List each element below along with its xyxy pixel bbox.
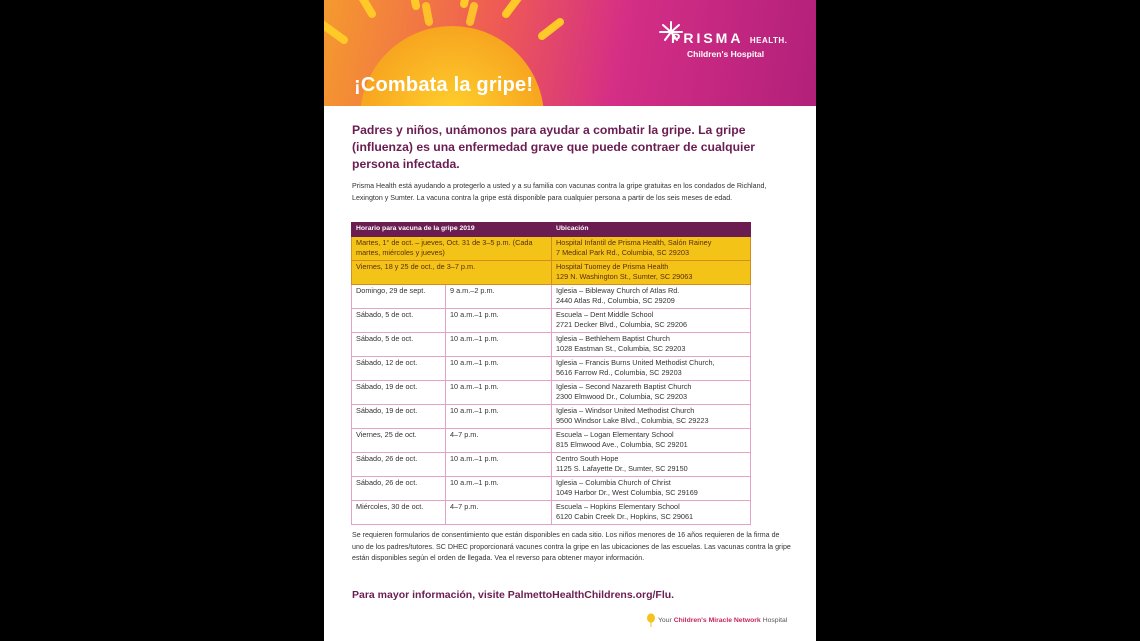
row-date: Sábado, 5 de oct. (352, 332, 446, 356)
location-address: 1125 S. Lafayette Dr., Sumter, SC 29150 (556, 464, 688, 473)
header-banner (324, 0, 816, 106)
location-address: 2300 Elmwood Dr., Columbia, SC 29203 (556, 392, 688, 401)
row-location (552, 452, 751, 476)
location-address: 1049 Harbor Dr., West Columbia, SC 29169 (556, 488, 698, 497)
table-row (352, 380, 751, 404)
location-place: Escuela – Dent Middle School (556, 309, 654, 319)
highlight-schedule: Viernes, 18 y 25 de oct., de 3–7 p.m. (352, 260, 552, 284)
cmn-name: Children's Miracle Network (673, 616, 761, 624)
intro-paragraph: Prisma Health está ayudando a protegerlo a usted y a su familia con vacunas contra la gripe gratuitas en los condados de Richland, Lexington y Sumter. La vacuna contra la gripe está disponible para cualquier persona a partir de los seis meses de edad. (352, 182, 767, 202)
table-row (352, 404, 751, 428)
row-date: Miércoles, 30 de oct. (352, 500, 446, 524)
more-info-link-text: Para mayor información, visite PalmettoHealthChildrens.org/Flu. (352, 589, 675, 601)
highlight-row (352, 260, 751, 284)
highlight-location (552, 260, 751, 284)
location-address: 2721 Decker Blvd., Columbia, SC 29206 (556, 320, 688, 329)
row-location (552, 500, 751, 524)
table-row (352, 428, 751, 452)
row-time: 9 a.m.–2 p.m. (446, 284, 552, 308)
highlight-schedule: Martes, 1° de oct. – jueves, Oct. 31 de 3–5 p.m. (Cada martes, miércoles y jueves) (352, 236, 552, 260)
banner-title: ¡Combata la gripe! (354, 74, 534, 96)
location-address: 1028 Eastman St., Columbia, SC 29203 (556, 344, 686, 353)
row-location (552, 476, 751, 500)
row-date: Sábado, 19 de oct. (352, 404, 446, 428)
location-address: 9500 Windsor Lake Blvd., Columbia, SC 29223 (556, 416, 709, 425)
row-location (552, 284, 751, 308)
location-place: Centro South Hope (556, 453, 619, 463)
cmn-suffix: Hospital (762, 616, 788, 624)
row-time: 10 a.m.–1 p.m. (446, 332, 552, 356)
location-address: 815 Elmwood Ave., Columbia, SC 29201 (556, 440, 688, 449)
highlight-row (352, 236, 751, 260)
highlight-location (552, 236, 751, 260)
row-date: Sábado, 26 de oct. (352, 452, 446, 476)
vaccine-schedule-table (351, 222, 751, 525)
row-location (552, 332, 751, 356)
location-place: Hospital Tuomey de Prisma Health (556, 261, 669, 271)
row-location (552, 308, 751, 332)
row-time: 4–7 p.m. (446, 428, 552, 452)
table-row (352, 284, 751, 308)
location-address: 7 Medical Park Rd., Columbia, SC 29203 (556, 248, 690, 257)
header-location: Ubicación (552, 223, 751, 237)
table-row (352, 476, 751, 500)
row-date: Sábado, 12 de oct. (352, 356, 446, 380)
logo-brand-suffix: HEALTH. (749, 36, 788, 45)
row-date: Sábado, 5 de oct. (352, 308, 446, 332)
flyer-page (324, 0, 816, 641)
table-row (352, 356, 751, 380)
location-place: Iglesia – Bethlehem Baptist Church (556, 333, 670, 343)
row-time: 10 a.m.–1 p.m. (446, 380, 552, 404)
row-time: 10 a.m.–1 p.m. (446, 404, 552, 428)
location-place: Escuela – Logan Elementary School (556, 429, 674, 439)
location-place: Hospital Infantil de Prisma Health, Salón Rainey (556, 237, 712, 247)
row-location (552, 356, 751, 380)
prisma-health-logo (657, 18, 807, 62)
row-time: 10 a.m.–1 p.m. (446, 356, 552, 380)
cmn-hospital-mark (646, 613, 787, 627)
row-date: Viernes, 25 de oct. (352, 428, 446, 452)
location-place: Escuela – Hopkins Elementary School (556, 501, 680, 511)
location-address: 2440 Atlas Rd., Columbia, SC 29209 (556, 296, 675, 305)
location-place: Iglesia – Francis Burns United Methodist Church, (556, 357, 715, 367)
logo-subtitle: Children's Hospital (687, 49, 765, 59)
table-row (352, 500, 751, 524)
row-time: 10 a.m.–1 p.m. (446, 308, 552, 332)
intro-headline: Padres y niños, unámonos para ayudar a combatir la gripe. La gripe (influenza) es una enfermedad grave que puede contraer de cualquier persona infectada. (352, 123, 755, 171)
location-place: Iglesia – Windsor United Methodist Church (556, 405, 695, 415)
location-place: Iglesia – Bibleway Church of Atlas Rd. (556, 285, 680, 295)
row-location (552, 380, 751, 404)
header-schedule: Horario para vacuna de la gripe 2019 (352, 223, 552, 237)
logo-brand-name: PRISMA (671, 30, 743, 46)
row-date: Sábado, 26 de oct. (352, 476, 446, 500)
table-header-row (352, 223, 751, 237)
row-location (552, 428, 751, 452)
row-time: 10 a.m.–1 p.m. (446, 476, 552, 500)
table-row (352, 332, 751, 356)
table-row (352, 308, 751, 332)
logo-brand-text (671, 30, 787, 46)
balloon-icon (646, 613, 656, 627)
row-location (552, 404, 751, 428)
location-place: Iglesia – Second Nazareth Baptist Church (556, 381, 692, 391)
cmn-prefix: Your (658, 616, 672, 624)
location-address: 5616 Farrow Rd., Columbia, SC 29203 (556, 368, 682, 377)
row-time: 10 a.m.–1 p.m. (446, 452, 552, 476)
location-address: 129 N. Washington St., Sumter, SC 29063 (556, 272, 693, 281)
row-time: 4–7 p.m. (446, 500, 552, 524)
table-row (352, 452, 751, 476)
location-address: 6120 Cabin Creek Dr., Hopkins, SC 29061 (556, 512, 694, 521)
location-place: Iglesia – Columbia Church of Christ (556, 477, 671, 487)
row-date: Sábado, 19 de oct. (352, 380, 446, 404)
consent-note: Se requieren formularios de consentimiento que están disponibles en cada sitio. Los niños menores de 16 años requieren de la firma de uno de los padres/tutores. SC DHEC proporcionará vacunes contra la gripe en las ubicaciones de las escuelas. Las vacunas contra la gripe están disponibles según el orden de llegada. Vea el reverso para obtener mayor información. (352, 531, 791, 562)
row-date: Domingo, 29 de sept. (352, 284, 446, 308)
